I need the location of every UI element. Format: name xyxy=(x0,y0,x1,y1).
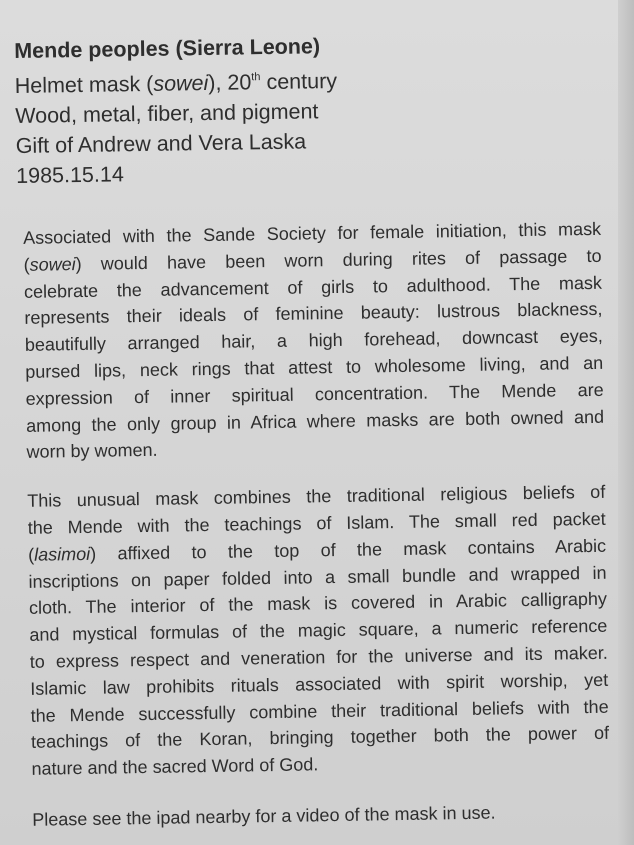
line-text: to express respect and veneration for the universe and its maker. xyxy=(29,642,608,672)
title-prefix: Helmet mask ( xyxy=(14,71,154,98)
line-text: nature and the sacred Word of God. xyxy=(31,754,319,779)
object-header xyxy=(14,27,600,191)
line-italic-term: lasimoi xyxy=(33,543,91,565)
description-paragraph-1 xyxy=(17,216,605,466)
line-text: celebrate the advancement of girls to adulthood. The mask xyxy=(23,272,603,302)
label-content xyxy=(14,27,610,834)
card-edge-shadow xyxy=(618,0,634,845)
title-superscript: th xyxy=(251,71,261,84)
line-italic-term: sowei xyxy=(29,253,76,275)
line-text: inscriptions on paper folded into a small bundle and wrapped in xyxy=(28,562,607,592)
line-text: This unusual mask combines the traditional religious beliefs of xyxy=(27,481,606,512)
line-text: represents their ideals of feminine beauty: lustrous blackness, xyxy=(24,299,603,329)
title-mid: ), 20 xyxy=(208,70,252,95)
ipad-note: Please see the ipad nearby for a video of the mask in use. xyxy=(32,802,496,830)
line-text: Islamic law prohibits rituals associated with spirit worship, yet xyxy=(30,669,609,699)
title-suffix: century xyxy=(260,68,338,95)
line-text-continued: ) affixed to the top of the mask contains Arabic xyxy=(89,535,607,564)
accession-number: 1985.15.14 xyxy=(16,162,124,188)
description-paragraph-2 xyxy=(21,479,610,783)
credit-line: Gift of Andrew and Vera Laska xyxy=(15,129,307,158)
line-text: expression of inner spiritual concentration. The Mende are xyxy=(25,379,604,409)
artist-line: Mende peoples (Sierra Leone) xyxy=(14,34,321,63)
line-text: ( xyxy=(27,544,35,565)
line-text: beautifully arranged hair, a high forehead, downcast eyes, xyxy=(24,325,603,356)
line-text-continued: ) would have been worn during rites of passage to xyxy=(75,245,602,274)
line-text: the Mende successfully combine their traditional beliefs with the xyxy=(30,696,609,726)
line-text: among the only group in Africa where masks are both owned and xyxy=(25,406,605,436)
line-text: and mystical formulas of the magic square, a numeric reference xyxy=(29,615,608,645)
line-text: cloth. The interior of the mask is covered in Arabic calligraphy xyxy=(28,589,608,619)
line-text: Associated with the Sande Society for female initiation, this mask xyxy=(23,218,602,248)
line-text: worn by women. xyxy=(26,440,158,463)
line-text: pursed lips, neck rings that attest to wholesome living, and an xyxy=(25,352,604,382)
medium-line: Wood, metal, fiber, and pigment xyxy=(15,99,319,128)
line-text: the Mende with the teachings of Islam. The small red packet xyxy=(27,508,606,538)
title-italic: sowei xyxy=(153,70,209,96)
line-text: ( xyxy=(23,254,30,275)
line-text: teachings of the Koran, bringing together both the power of xyxy=(30,723,610,753)
